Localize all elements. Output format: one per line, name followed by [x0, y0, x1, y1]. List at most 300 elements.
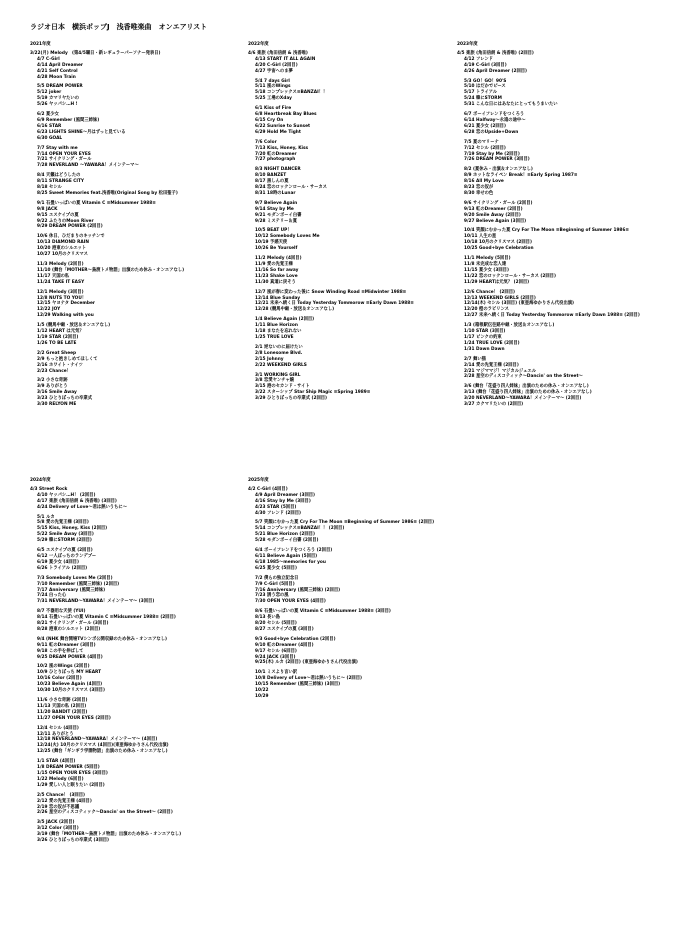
airdate-entry: 9/4 (NHK 舞台開場TVシンポ公開収録のため休み・オンエアなし): [37, 636, 167, 642]
airdate-entry: 5/21 Blue Horizon (2回目): [255, 532, 315, 538]
airdate-entry: 4/28 Moon Train: [37, 74, 76, 80]
airdate-entry: 9/17 セシル (6回目): [255, 648, 297, 654]
airdate-entry: 7/12 セシル (2回目): [464, 145, 506, 151]
month-group: [30, 820, 181, 844]
year-column-2021: [30, 42, 184, 408]
airdate-entry: 8/30 幸せの色: [464, 190, 494, 196]
airdate-entry: 2/14 愛の先覚王様 (2回目): [464, 362, 519, 368]
airdate-entry: 3/27 カクマリたいの (2回目): [464, 402, 524, 408]
airdate-entry: 3/19 (舞台「MOTHER～鳥渡トメ物語」出演のため休み・オンエアなし): [37, 832, 182, 838]
month-group: [248, 290, 414, 314]
airdate-entry: 9/8 JACK: [37, 206, 58, 212]
airdate-entry: 12/15 ヤヨナタ December: [37, 301, 96, 307]
month-group: [248, 79, 414, 103]
airdate-entry: 4/5 楽旅 (角田信朗 & 浅香唯) (2回目): [457, 50, 534, 56]
airdate-entry: 9/21 モダンボーイ白書: [255, 212, 302, 218]
airdate-entry: 4/19 C-Girl (3回目): [464, 62, 507, 68]
airdate-entry: 5/7 笑顔にむかった夏 Cry For The Moon ≡Beginning of Summer 1986≡ (2回目): [255, 520, 435, 526]
airdate-entry: 3/22(月) Melody (第4/5曜日・新レギュラーパーソナー発表日): [30, 50, 161, 56]
airdate-entry: 12/28 (競馬中継・放送＆オンエアなし): [255, 307, 335, 313]
airdate-entry: 4/13 START IT ALL AGAIN: [255, 56, 316, 62]
airdate-entry: 7/27 photograph: [255, 157, 296, 163]
airdate-entry: 2/12 愛の先覚王様 (4回目): [37, 798, 92, 804]
year-heading: 2022年度: [248, 42, 269, 47]
airdate-entry: 11/16 So far away: [255, 267, 299, 273]
airdate-entry: 7/17 Anniversary (風間三姉妹): [37, 587, 106, 593]
year-heading: 2021年度: [30, 42, 51, 47]
year-column-2023: [457, 42, 640, 408]
airdate-entry: 9/28 ミステリー＆夏: [255, 218, 298, 224]
airdate-entry: 10/19 予感天使: [255, 240, 288, 246]
airdate-entry: 5/31 こんな日にはあなたにとってもうまいたい: [464, 102, 558, 108]
month-group: [248, 520, 434, 544]
airdate-entry: 1/26 TO BE LATE: [37, 340, 77, 346]
airdate-entry: 10/29: [255, 694, 269, 699]
airdate-entry: 8/14 石畳いっぱいの夏 Vitamin C ≡Midsummer 1988≡ (2回目): [37, 615, 176, 621]
month-group: [30, 146, 184, 170]
month-group: [457, 201, 640, 225]
airdate-entry: 7/5 夏のマリーナ: [464, 139, 499, 145]
month-group: [248, 609, 434, 633]
month-group: [248, 637, 434, 667]
airdate-entry: 1/15 OPEN YOUR EYES (3回目): [37, 770, 108, 776]
year-heading: 2023年度: [457, 42, 478, 47]
airdate-entry: 10/20 港東のシルエット: [37, 246, 87, 252]
month-group: [30, 201, 184, 231]
month-group: [457, 323, 640, 353]
airdate-entry: 12/14 Blue Sunday: [255, 295, 301, 301]
airdate-entry: 1/29 愛しい人と眠りたい (2回目): [37, 782, 105, 788]
airdate-entry: 8/13 長い島: [255, 615, 280, 621]
airdate-entry: 7/28 NEVERLAND ～YAWARA！メインテーマ～: [37, 163, 139, 169]
month-group: [248, 167, 414, 197]
airdate-entry: 11/20 BANDIT (2回目): [37, 709, 88, 715]
airdate-entry: 3/5 JACK (2回目): [37, 820, 75, 826]
airdate-entry: 7/14 OPEN YOUR EYES: [37, 151, 91, 157]
airdate-entry: 2/8 Lonesome Blvd.: [255, 350, 303, 356]
airdate-entry: 11/8 未完成な恋人達: [464, 262, 507, 267]
airdate-entry: 10/5 BEAT UP！: [255, 228, 292, 234]
month-group: [457, 167, 640, 197]
airdate-entry: 8/6 石畳いっぱいの夏 Vitamin C ≡Midsummer 1988≡ (3回目): [255, 609, 391, 615]
airdate-entry: 10/26 Be Yourself: [255, 246, 298, 252]
airdate-entry: 2/9 もっと抱きしめてほしくて: [37, 356, 98, 362]
airdate-entry: 3/9 ありがとう: [37, 384, 68, 390]
airdate-entry: 3/29 ひとりぼっちの卒業式 (2回目): [255, 396, 328, 402]
airdate-entry: 10/11 人生の星: [464, 234, 497, 240]
airdate-entry: 6/8 Heartbreak Bay Blues: [255, 112, 317, 118]
airdate-entry: 4/7 C-Girl: [37, 56, 60, 62]
airdate-entry: 9/1 石畳いっぱいの夏 Vitamin C ≡Midsummer 1988≡: [37, 200, 156, 206]
airdate-entry: 4/17 楽旅 (角田信朗 & 浅香唯) (3回目): [37, 498, 117, 504]
airdate-entry: 11/13 天国の私 (2回目): [37, 703, 87, 709]
airdate-entry: 6/9 Remember (風間三姉妹): [37, 117, 100, 123]
airdate-entry: 8/21 サイクリング・ガール (3回目): [37, 621, 109, 627]
airdate-entry: 6/16 STAR: [37, 123, 62, 129]
airdate-entry: 8/10 BANZET: [255, 173, 287, 179]
airdate-entry: 6/23 LIGHTS SHINE～月はずっと見ている: [37, 129, 126, 135]
airdate-entry: 2/7 舞い猫: [464, 356, 486, 362]
month-group: [457, 79, 640, 109]
airdate-entry: 8/23 恋の奴が: [464, 185, 494, 191]
airdate-entry: 5/22 Smile Away (3回目): [37, 532, 94, 538]
airdate-entry: 4/6 楽旅 (角田信朗 & 浅香唯): [248, 50, 308, 56]
airdate-entry: 11/22 恋のロックンロール・サーカス (2回目): [464, 273, 556, 279]
airdate-entry: 5/5 DREAM POWER: [37, 84, 83, 90]
month-group: [30, 637, 181, 661]
airdate-entry: 4/16 Stay by Me (3回目): [255, 498, 311, 504]
airdate-entry: 1/24 TRUE LOVE (2回目): [464, 340, 520, 346]
airdate-entry: 12/6 Chance！ (2回目): [464, 289, 515, 295]
airdate-entry: 11/23 Shake Love: [255, 273, 298, 279]
airdate-entry: 6/14 Halfway～永遠の途中～: [464, 117, 526, 123]
airdate-entry: 10/23 Believe Again (4回目): [37, 682, 103, 688]
airdate-entry: 8/27 エスケイプの夏 (3回目): [255, 626, 314, 632]
airdate-entry: 1/31 Dawn Dawn: [464, 346, 505, 352]
airdate-entry: 10/2 風のWings (2回目): [37, 664, 90, 670]
airdate-entry: 10/16 Color (2回目): [37, 676, 82, 682]
airdate-entry: 11/9 愛の先覚王様: [255, 262, 293, 267]
airdate-entry: 7/6 Color: [255, 139, 277, 145]
airdate-entry: 8/16 All My Love: [464, 179, 504, 185]
airdate-entry: 1/25 TRUE LOVE: [255, 334, 294, 340]
airdate-entry: 4/30 フレンド (2回目): [255, 510, 301, 516]
airdate-entry: 8/20 セシル (5回目): [255, 621, 297, 627]
airdate-entry: 12/13 WEEKEND GIRLS (2回目): [464, 295, 536, 301]
month-group: [248, 576, 434, 606]
airdate-entry: 12/22 JOY: [37, 307, 61, 313]
airdate-entry: 9/14 Stay by Me: [255, 206, 294, 212]
airdate-entry: 12/24(火) 10月のクリスマス (4回目)(東亜海ゆかりさん代役出演): [37, 743, 169, 749]
airdate-entry: 6/22 Sunrise to Sunset: [255, 123, 311, 129]
airdate-entry: 5/18 コンプレックス≡BANZAI！！: [255, 90, 328, 96]
airdate-entry: 6/11 Believe Again (5回目): [255, 553, 318, 559]
month-group: [30, 576, 181, 606]
airdate-entry: 12/1 Melody (3回目): [37, 289, 84, 295]
airdate-entry: 11/17 天国の私: [37, 273, 70, 279]
airdate-entry: 6/18 1985～memories for you: [255, 559, 326, 565]
airdate-entry: 8/4 天籟はどうしたの: [37, 173, 81, 179]
month-group: [457, 112, 640, 136]
month-group: [457, 140, 640, 164]
airdate-entry: 3/22 スターシップ Star Ship Magic ≡Spring 1989≡: [255, 390, 371, 396]
month-group: [248, 256, 414, 286]
month-group: [457, 357, 640, 381]
airdate-entry: 2/19 恋の奴が不思議: [37, 804, 80, 810]
airdate-entry: 4/24 Delivery of Love～君は熱いうちに～: [37, 504, 127, 510]
month-group: [30, 234, 184, 258]
airdate-entry: 11/30 真道に戻そう: [255, 279, 296, 285]
airdate-entry: 1/18 まなたを忘れない: [255, 329, 302, 335]
airdate-entry: 7/9 C-Girl (5回目): [255, 581, 295, 587]
airdate-entry: 6/1 Kiss of Fire: [255, 106, 292, 112]
airdate-entry: 9/3 Good+bye Celebration (2回目): [255, 636, 336, 642]
month-group: [30, 351, 184, 375]
airdate-entry: 12/27 未来へ続く日 Today Yesterday Tommorow ≡Early Dawn 1988≡ (2回目): [464, 313, 640, 319]
airdate-entry: 9/15 エスケイプの夏: [37, 212, 79, 218]
airdate-entry: 7/7 Stay with me: [37, 145, 78, 151]
year-heading: 2025年度: [248, 478, 269, 483]
airdate-entry: 11/3 Melody (2回目): [37, 262, 84, 267]
airdate-entry: 12/20 橙のラビリンス: [464, 307, 509, 313]
month-group: [457, 290, 640, 320]
airdate-entry: 9/24 JACK (3回目): [255, 654, 296, 660]
airdate-entry: 7/30 OPEN YOUR EYES (4回目): [255, 599, 326, 605]
airdate-entry: 1/10 STAR (3回目): [464, 329, 506, 335]
airdate-entry: 9/11 虹のDreamer (3回目): [37, 642, 96, 648]
airdate-entry: 8/9 ホットなライペン Break！≡Early Spring 1987≡: [464, 173, 578, 179]
airdate-entry: 5/1 ルカ: [37, 514, 55, 520]
airdate-entry: 11/29 HEARTは元気？ (2回目): [464, 279, 530, 285]
airdate-entry: 10/25 Good+bye Celebration: [464, 246, 534, 252]
year-heading: 2024年度: [30, 478, 51, 483]
airdate-entry: 3/15 港のセカンド・サイト: [255, 384, 310, 390]
airdate-entry: 1/19 STAR (2回目): [37, 334, 79, 340]
airdate-entry: 5/15 Kiss, Honey, Kiss (2回目): [37, 526, 108, 532]
airdate-entry: 10/30 10月のクリスマス (3回目): [37, 688, 105, 694]
airdate-entry: 3/1 WORKING GIRL: [255, 372, 301, 378]
airdate-entry: 3/12 Color (3回目): [37, 826, 79, 832]
airdate-entry: 10/6 休日、ひだまりのキッチンで: [37, 234, 105, 240]
airdate-entry: 4/3 Street Rock: [30, 486, 68, 492]
month-group: [30, 378, 184, 408]
airdate-entry: 4/2 C-Girl (4回目): [248, 486, 288, 492]
airdate-entry: 7/26 DREAM POWER (3回目): [464, 157, 530, 163]
airdate-entry: 7/13 Kiss, Honey, Kiss: [255, 145, 309, 151]
airdate-entry: 7/16 Anniversary (風間三姉妹) (2回目): [255, 587, 341, 593]
month-group: [30, 323, 184, 347]
airdate-entry: 5/26 ヤッパシ…H !: [37, 102, 78, 108]
airdate-entry: 9/20 Smile Away (2回目): [464, 212, 521, 218]
airdate-entry: 6/28 恋のUpside+Down: [464, 129, 519, 135]
airdate-entry: 3/13 (舞台「花盛り四人姉妹」出演のための休み・オンエアなし): [464, 390, 592, 396]
airdate-entry: 12/7 風が春に変わった後に Snow Winding Road ≡Midwinter 1988≡: [255, 289, 407, 295]
airdate-entry: 8/25 Sweet Memories feat.浅香唯(Original Song by 松田聖子): [37, 190, 178, 196]
month-group: [248, 345, 414, 369]
airdate-entry: 10/18 10月のクリスマス (2回目): [464, 240, 532, 246]
airdate-entry: 9/25 DREAM POWER (4回目): [37, 654, 103, 660]
airdate-entry: 1/4 Believe Again (2回目): [255, 317, 315, 323]
airdate-entry: 6/4 ボーイフレンドをつくろう (2回目): [255, 548, 333, 554]
month-group: [457, 51, 640, 75]
airdate-entry: 1/22 Melody (6回目): [37, 776, 84, 782]
airdate-entry: 12/14(木) セシル (3回目) (東亜海ゆかりさん代役出演): [464, 301, 575, 307]
airdate-entry: 5/25 工場のXday: [255, 96, 292, 102]
airdate-entry: 9/25(木) ルカ (2回目) (東亜海ゆかりさん代役出演): [255, 660, 358, 666]
month-group: [248, 670, 434, 700]
airdate-entry: 2/5 Chance！ (3回目): [37, 792, 85, 798]
airdate-entry: 10/15 Remember (風間三姉妹) (3回目): [255, 682, 341, 688]
airdate-entry: 3/2 小さな奇跡: [37, 378, 68, 384]
month-group: [30, 84, 184, 108]
month-group: [248, 548, 434, 572]
airdate-entry: 12/21 未来へ続く日 Today Yesterday Tommorow ≡Early Dawn 1988≡: [255, 301, 414, 307]
airdate-entry: 1/3 (箱根駅伝往路中継・放送＆オンエアなし): [464, 323, 555, 329]
airdate-entry: 9/13 虹のDreamer (2回目): [464, 206, 523, 212]
month-group: [30, 609, 181, 633]
airdate-entry: 11/10 (舞台「MOTHER～鳥渡トメ物語」出演のため休み・オンエアなし): [37, 267, 185, 273]
airdate-entry: 8/11 STRANGE CITY: [37, 179, 85, 185]
airdate-entry: 5/8 愛の先覚王様 (3回目): [37, 520, 89, 526]
airdate-entry: 4/9 April Dreamer (3回目): [255, 492, 316, 498]
airdate-entry: 7/20 虹のDreamer: [255, 151, 297, 157]
airdate-entry: 5/24 韓にSTORM: [464, 96, 502, 102]
airdate-entry: 8/28 港東のシルエット (2回目): [37, 626, 101, 632]
airdate-entry: 5/11 風のWings: [255, 84, 291, 90]
airdate-entry: 6/25 夏少女 (5回目): [255, 565, 297, 571]
month-group: [30, 664, 181, 694]
airdate-entry: 2/23 Chance！: [37, 368, 71, 374]
airdate-entry: 1/17 ピンクの約束: [464, 334, 502, 340]
year-column-2024: [30, 478, 181, 844]
airdate-entry: 5/14 コンプレックス≡BANZAI！！ (2回目): [255, 526, 345, 532]
airdate-entry: 3/23 ひとりぼっちの卒業式: [37, 396, 93, 402]
airdate-entry: 6/2 夏少女: [37, 112, 59, 118]
airdate-entry: 8/24 恋のロックンロール・サーカス: [255, 185, 327, 191]
airdate-entry: 7/21 サイクリング・ガール: [37, 157, 92, 163]
airdate-entry: 2/21 マジママジ！マジカルジュエル: [464, 368, 536, 374]
airdate-entry: 10/4 笑顔にむかった夏 Cry For The Moon ≡Beginning of Summer 1986≡: [464, 228, 630, 234]
airdate-entry: 12/11 ありがとう: [37, 731, 74, 737]
airdate-entry: 11/15 夏少女 (3回目): [464, 267, 509, 273]
airdate-entry: 9/27 Believe Again (3回目): [464, 218, 527, 224]
month-group: [30, 290, 184, 320]
airdate-entry: 2/22 WEEKEND GIRLS: [255, 362, 307, 368]
month-group: [248, 228, 414, 252]
airdate-entry: 1/11 Blue Horizon: [255, 323, 298, 329]
airdate-entry: 10/13 DIAMOND RAIN: [37, 240, 89, 246]
month-group: [248, 140, 414, 164]
airdate-entry: 9/22 ふたりのMoon River: [37, 218, 94, 224]
airdate-entry: 12/8 NUTS TO YOU！: [37, 295, 87, 301]
airdate-entry: 6/30 GOAL: [37, 135, 63, 141]
airdate-entry: 7/31 NEVERLAND～YAWARA！メインテーマ～ (3回目): [37, 599, 155, 605]
airdate-entry: 4/21 Self Control: [37, 68, 78, 74]
month-group: [30, 173, 184, 197]
airdate-entry: 5/3 GO！GO！90'S: [464, 78, 507, 84]
airdate-entry: 10/1 ミスより言い訳: [255, 670, 298, 676]
airdate-entry: 6/19 夏少女 (4回目): [37, 559, 79, 565]
airdate-entry: 2/28 星空のディスコティック～Dancin' on the Street～: [464, 374, 583, 380]
airdate-entry: 1/1 STAR (4回目): [37, 759, 76, 765]
airdate-entry: 8/2 (夏休み・出演＆オンエアなし): [464, 167, 533, 173]
page-title: ラジオ日本 横浜ポップJ 浅香唯楽曲 オンエアリスト: [30, 23, 208, 31]
month-group: [30, 759, 181, 789]
airdate-entry: 6/5 エスケイプの夏 (2回目): [37, 548, 93, 554]
airdate-entry: 1/8 DREAM POWER (5回目): [37, 765, 100, 771]
airdate-entry: 2/1 逆ないのに届けたい: [255, 344, 303, 350]
month-group: [30, 112, 184, 142]
airdate-entry: 5/28 モダンボーイ白書 (2回目): [255, 538, 319, 544]
airdate-entry: 6/21 夏少女 (2回目): [464, 123, 506, 129]
month-group: [30, 515, 181, 545]
airdate-entry: 3/26 ひとりぼっちの卒業式 (3回目): [37, 838, 110, 844]
airdate-entry: 4/12 フレンド: [464, 56, 493, 62]
airdate-entry: 10/8 Delivery of Love～君は熱いうちに～ (2回目): [255, 676, 362, 682]
airdate-entry: 10/22: [255, 688, 269, 694]
airdate-entry: 12/25 (舞台「ギンギラ学園物語」出演のため休み・オンエアなし): [37, 749, 168, 755]
airdate-entry: 6/26 トライアル (2回目): [37, 565, 88, 571]
airdate-entry: 4/26 April Dreamer (2回目): [464, 68, 528, 74]
airdate-entry: 8/17 黒しんの夏: [255, 179, 289, 185]
month-group: [30, 51, 184, 81]
month-group: [457, 256, 640, 286]
month-group: [30, 793, 181, 817]
airdate-entry: 9/10 虹のDreamer (4回目): [255, 642, 314, 648]
airdate-entry: 11/24 TAKE IT EASY: [37, 279, 85, 285]
airdate-entry: 11/27 OPEN YOUR EYES (2回目): [37, 715, 111, 721]
airdate-entry: 2/26 星空のディスコティック～Dancin' on the Street～ (2回目): [37, 810, 173, 816]
airdate-entry: 7/2 僕らの独立記念日: [255, 575, 299, 581]
airdate-entry: 12/29 Walking with you: [37, 313, 94, 319]
airdate-entry: 6/29 Hold Me Tight: [255, 129, 301, 135]
month-group: [457, 384, 640, 408]
airdate-entry: 5/19 カマリヤたいの: [37, 96, 80, 102]
airdate-entry: 9/18 この手を伸ばして: [37, 648, 84, 654]
airdate-entry: 3/30 RELYON ME: [37, 402, 77, 408]
airdate-entry: 9/6 サイクリング・ガール (2回目): [464, 200, 533, 206]
year-column-2025: [248, 478, 434, 700]
airdate-entry: 12/18 NEVERLAND～YAWARA！メインテーマ～ (4回目): [37, 737, 158, 743]
month-group: [248, 106, 414, 136]
airdate-entry: 7/23 誘う恋の風: [255, 593, 289, 599]
month-group: [30, 548, 181, 572]
month-group: [248, 51, 414, 75]
airdate-entry: 7/10 Remember (風間三姉妹) (2回目): [37, 581, 120, 587]
airdate-entry: 8/31 18時のLunar: [255, 190, 296, 196]
airdate-entry: 6/7 ボーイフレンドをつくろう: [464, 112, 525, 118]
airdate-entry: 11/6 小さな奇跡 (2回目): [37, 698, 88, 703]
month-group: [30, 726, 181, 756]
airdate-entry: 1/12 HEART は元気？: [37, 329, 84, 335]
month-group: [248, 317, 414, 341]
airdate-entry: 12/4 セシル (4回目): [37, 725, 79, 731]
airdate-entry: 5/4 7 days Girl: [255, 78, 290, 84]
airdate-entry: 6/12 一人ぼっちのランデブー: [37, 553, 97, 559]
year-column-2022: [248, 42, 414, 402]
airdate-entry: 4/27 宇宙へのま夢: [255, 68, 293, 74]
airdate-entry: 7/24 白った心: [37, 593, 67, 599]
month-group: [457, 228, 640, 252]
airdate-entry: 5/12 joker: [37, 90, 62, 96]
airdate-entry: 5/29 韓にSTORM (2回目): [37, 538, 92, 544]
airdate-entry: 2/15 Johnny: [255, 356, 284, 362]
airdate-entry: 3/6 (舞台「花盛り四人姉妹」出演のための休み・オンエアなし): [464, 384, 589, 390]
airdate-entry: 10/27 10月のクリスマス: [37, 252, 88, 258]
airdate-entry: 7/3 Somebody Loves Me (2回目): [37, 575, 113, 581]
airdate-entry: 11/1 Melody (5回目): [464, 256, 511, 262]
airdate-entry: 4/10 ヤッパシ…H！ (2回目): [37, 492, 96, 498]
airdate-entry: 9/29 DREAM POWER (2回目): [37, 224, 103, 230]
airdate-entry: 10/12 Somebody Loves Me: [255, 234, 320, 240]
airdate-entry: 3/8 恋愛ヤンチャ嬢: [255, 378, 294, 384]
month-group: [248, 373, 414, 403]
airdate-entry: 8/3 NIGHT DANCER: [255, 167, 301, 173]
airdate-entry: 3/20 NEVERLAND～YAWARA！メインテーマ～ (2回目): [464, 396, 582, 402]
month-group: [30, 262, 184, 286]
airdate-entry: 10/9 ひとりぼっち MY HEART: [37, 670, 102, 676]
airdate-entry: 4/20 C-Girl (2回目): [255, 62, 298, 68]
month-group: [30, 487, 181, 511]
airdate-entry: 1/5 (競馬中継・放送＆オンエアなし): [37, 323, 111, 329]
airdate-entry: 2/16 ホワイト・ナイツ: [37, 362, 83, 368]
airdate-entry: 4/23 STAR (5回目): [255, 504, 297, 510]
airdate-entry: 9/7 Believe Again: [255, 200, 298, 206]
airdate-entry: 7/19 Stay by Me (2回目): [464, 151, 520, 157]
airdate-entry: 2/2 Great Sheep: [37, 350, 77, 356]
airdate-entry: 6/15 Cry On: [255, 117, 284, 123]
month-group: [30, 698, 181, 722]
